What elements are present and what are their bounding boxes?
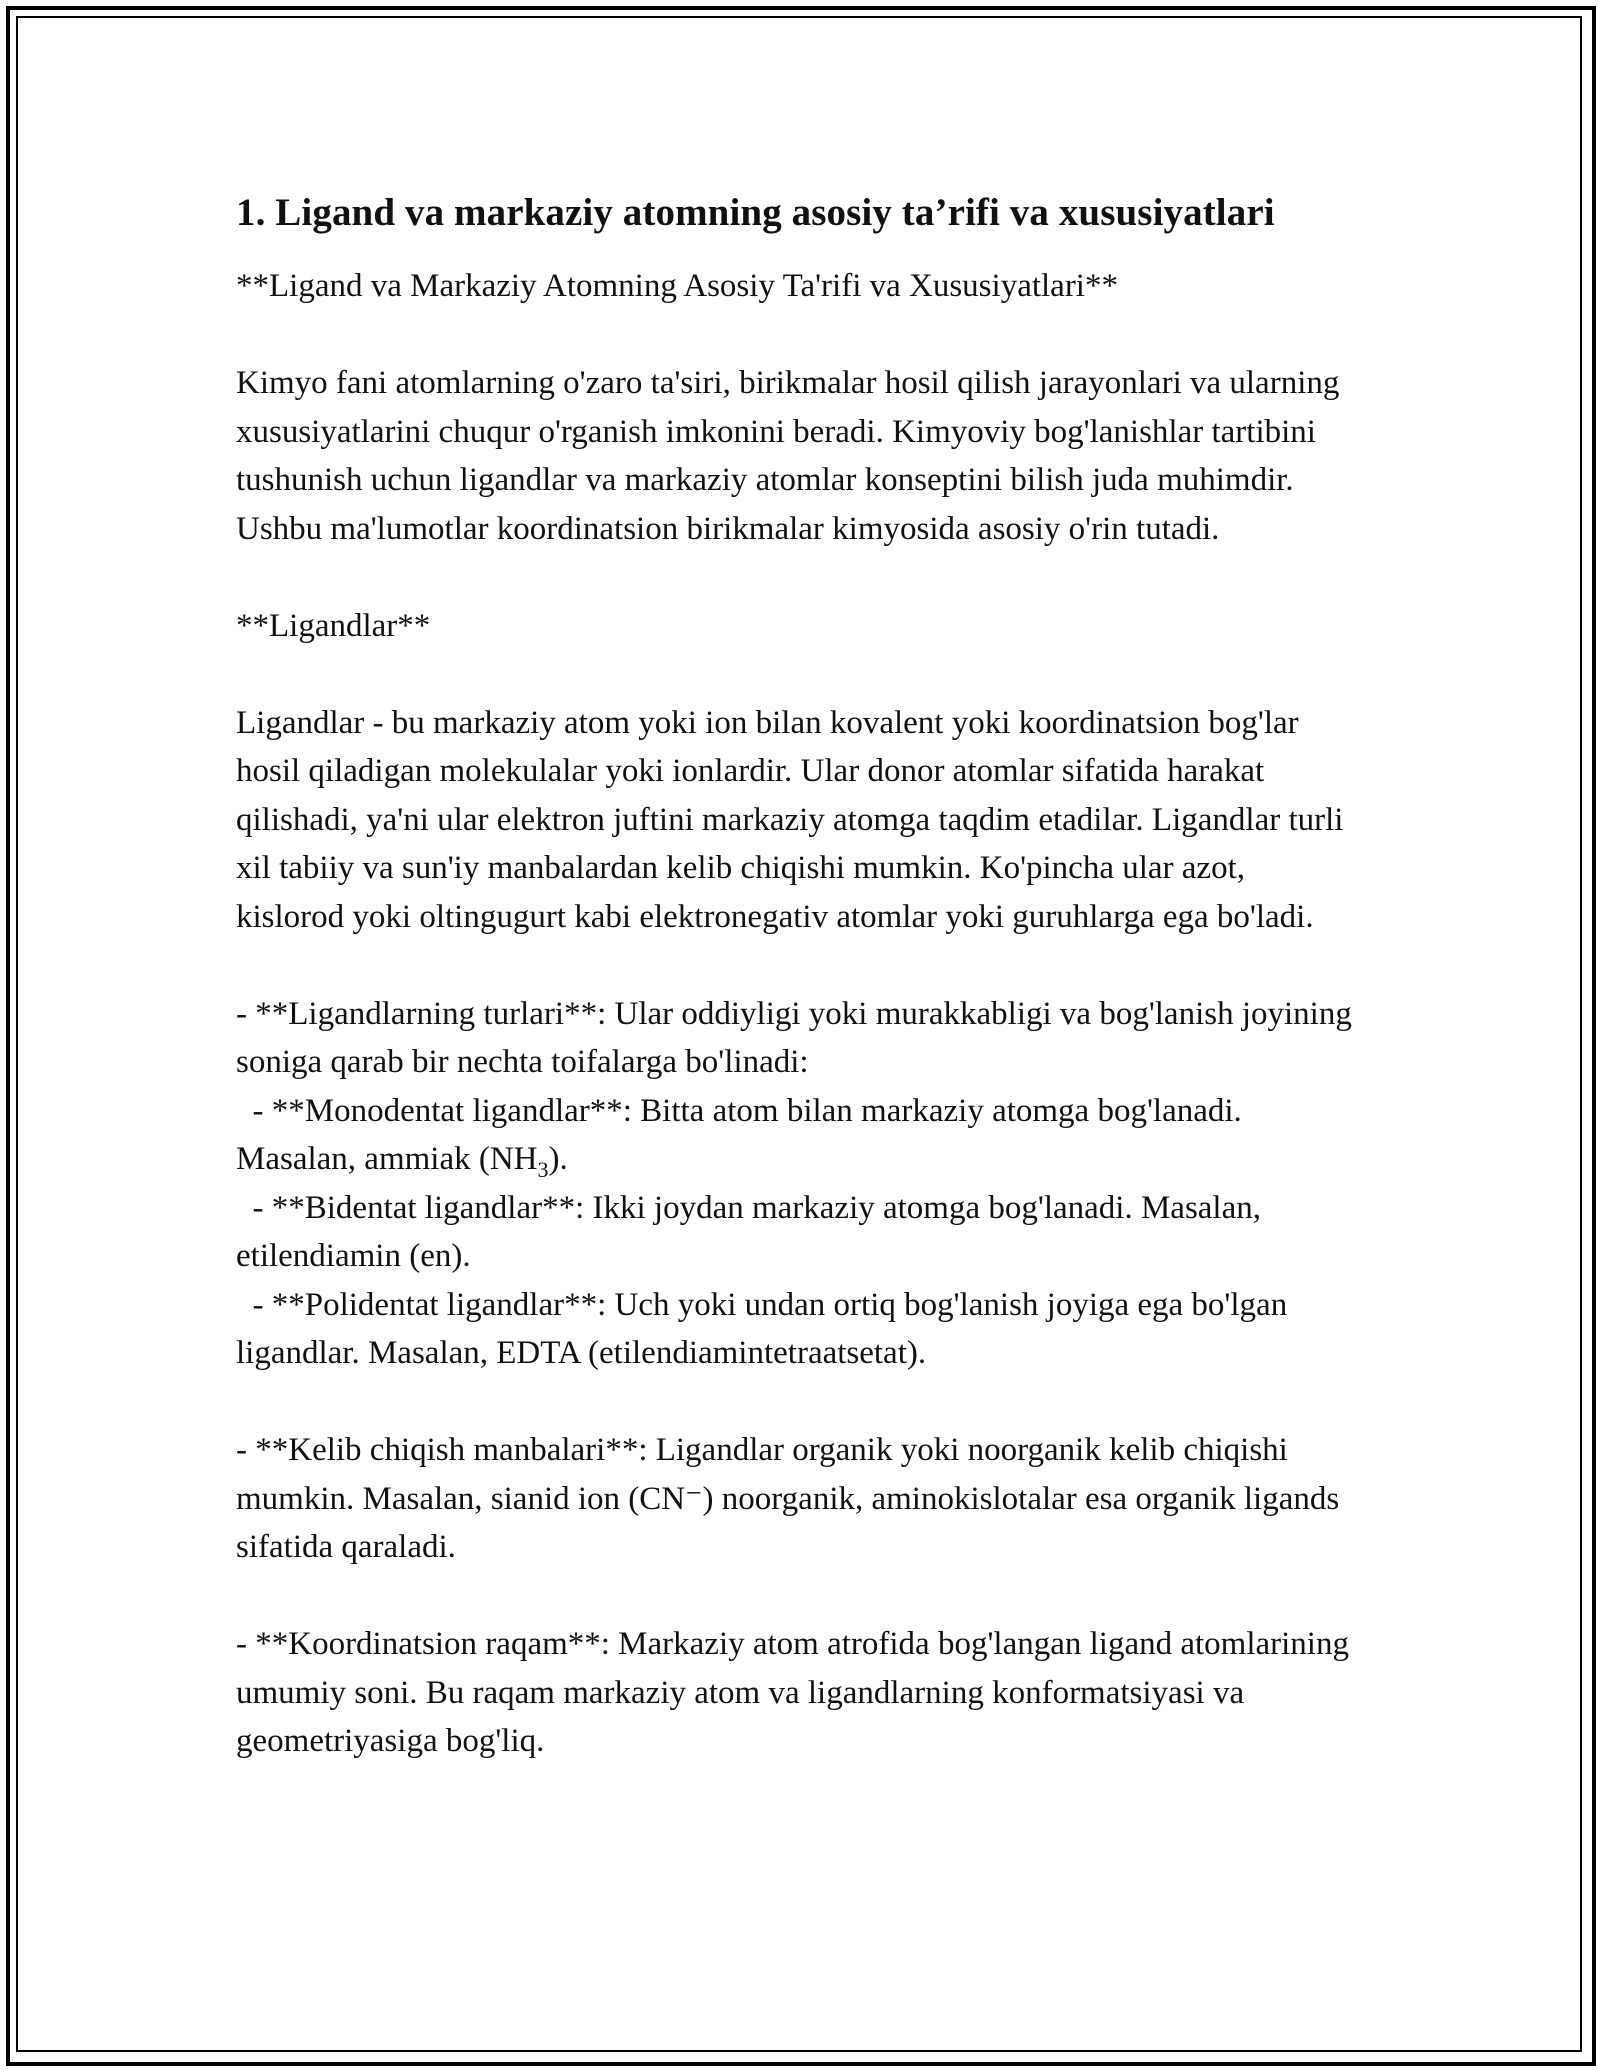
ligands-heading: **Ligandlar** bbox=[236, 607, 431, 644]
spacer bbox=[236, 311, 1356, 360]
list-item-polidentat: - **Polidentat ligandlar**: Uch yoki undan ortiq bog'lanish joyiga ega bo'lgan ligandlar. Masalan, EDTA (etilendiamintetraatsetat). bbox=[236, 1286, 1296, 1371]
spacer bbox=[236, 650, 1356, 699]
monodentat-text: - **Monodentat ligandlar**: Bitta atom bilan markaziy atomga bog'lanadi. Masalan, ammiak (NH bbox=[236, 1092, 1251, 1177]
spacer bbox=[236, 553, 1356, 602]
spacer bbox=[236, 1378, 1356, 1427]
section-heading: 1. Ligand va markaziy atomning asosiy ta’rifi va xususiyatlari bbox=[236, 191, 1275, 234]
list-item-origin: - **Kelib chiqish manbalari**: Ligandlar organik yoki noorganik kelib chiqishi mumkin. Masalan, sianid ion (CN⁻) noorganik, aminokislotalar esa organik ligands sifatida qaraladi. bbox=[236, 1432, 1340, 1565]
monodentat-end: ). bbox=[548, 1141, 568, 1177]
subscript-3: 3 bbox=[537, 1157, 549, 1182]
list-item-types: - **Ligandlarning turlari**: Ular oddiyligi yoki murakkabligi va bog'lanish joyining soniga qarab bir nechta toifalarga bo'linadi: bbox=[236, 995, 1361, 1080]
intro-paragraph: Kimyo fani atomlarning o'zaro ta'siri, birikmalar hosil qilish jarayonlari va ularning xususiyatlarini chuqur o'rganish imkonini beradi. Kimyoviy bog'lanishlar tartibini tushunish uchun ligandlar va markaziy atomlar konseptini bilish juda muhimdir. Ushbu ma'lumotlar koordinatsion birikmalar kimyosida asosiy o'rin tutadi. bbox=[236, 365, 1340, 547]
list-item-coordination: - **Koordinatsion raqam**: Markaziy atom atrofida bog'langan ligand atomlarining umumiy soni. Bu raqam markaziy atom va ligandlarning konformatsiyasi va geometriyasiga bog'liq. bbox=[236, 1626, 1349, 1759]
spacer bbox=[236, 1572, 1356, 1621]
section-subheading: **Ligand va Markaziy Atomning Asosiy Ta'rifi va Xususiyatlari** bbox=[236, 268, 1118, 304]
list-item-monodentat bbox=[236, 1087, 1356, 1184]
spacer bbox=[236, 941, 1356, 990]
document-body bbox=[236, 186, 1361, 1766]
list-item-bidentat: - **Bidentat ligandlar**: Ikki joydan markaziy atomga bog'lanadi. Masalan, etilendiamin (en). bbox=[236, 1189, 1270, 1274]
ligands-paragraph: Ligandlar - bu markaziy atom yoki ion bilan kovalent yoki koordinatsion bog'lar hosil qiladigan molekulalar yoki ionlardir. Ular donor atomlar sifatida harakat qilishadi, ya'ni ular elektron juftini markaziy atomga taqdim etadilar. Ligandlar turli xil tabiiy va sun'iy manbalardan kelib chiqishi mumkin. Ko'pincha ular azot, kislorod yoki oltingugurt kabi elektronegativ atomlar yoki guruhlarga ega bo'ladi. bbox=[236, 704, 1344, 935]
